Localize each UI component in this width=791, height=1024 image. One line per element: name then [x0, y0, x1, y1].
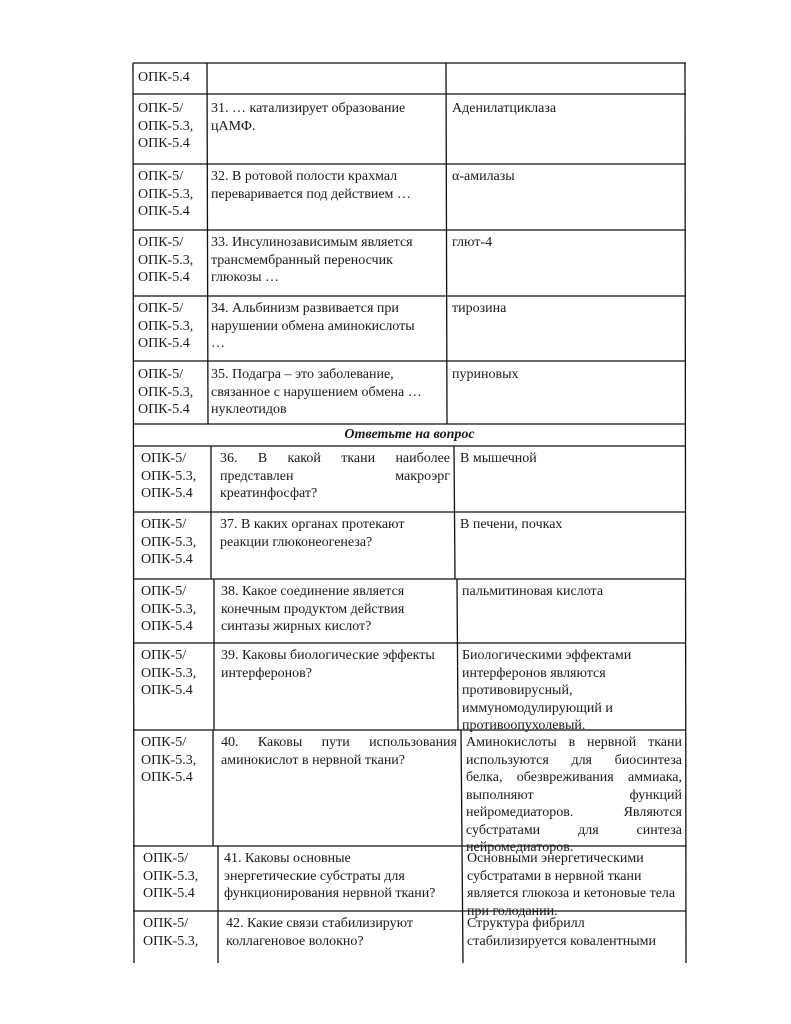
competency-code-cell-line: ОПК-5/ [141, 451, 187, 466]
question-cell-line: 37. В каких органах протекают [220, 517, 405, 532]
answer-cell-line: нейромедиаторов. Являются [466, 805, 682, 820]
competency-code-cell-line: ОПК-5/ [138, 169, 184, 184]
answer-cell-line: Аденилатциклаза [452, 101, 557, 116]
question-cell-line: коллагеновое волокно? [226, 933, 364, 949]
answer-cell-line: иммуномодулирующий и [462, 700, 613, 716]
answer-cell-line: В печени, почках [460, 517, 563, 532]
competency-code-cell-line: ОПК-5.3, [138, 252, 194, 268]
question-cell-line: представлен макроэрг [220, 468, 450, 484]
answer-cell-line: тирозина [452, 301, 507, 316]
answer-cell-line: нейромедиаторов. [466, 840, 574, 855]
bottom-col-divider-2c [461, 730, 462, 846]
competency-code-cell-line: ОПК-5.3, [141, 468, 197, 484]
table-border-left [133, 63, 134, 963]
question-cell-line: 42. Какие связи стабилизируют [226, 916, 414, 931]
competency-code-cell-line: ОПК-5/ [143, 851, 189, 866]
competency-code-cell-line: ОПК-5.3, [141, 601, 197, 617]
answer-cell-line: Структура фибрилл [467, 916, 585, 931]
competency-code-cell [141, 734, 209, 787]
question-cell-line: конечным продуктом действия [221, 601, 405, 617]
competency-code-cell-line: ОПК-5.3, [138, 318, 194, 334]
competency-code-cell [141, 450, 209, 503]
question-cell [226, 915, 458, 950]
answer-cell [452, 366, 684, 384]
competency-code-cell-line: ОПК-5.4 [138, 270, 190, 285]
answer-cell-line: Биологическими эффектами [462, 648, 632, 663]
answer-cell-line: пуриновых [452, 367, 519, 382]
question-cell-line: 33. Инсулинозависимым является [211, 235, 413, 250]
question-cell-line: глюкозы … [211, 270, 280, 285]
answer-cell-line: белка, обезвреживания аммиака, [466, 770, 682, 785]
question-cell [221, 647, 453, 682]
question-cell [220, 450, 450, 503]
question-cell [221, 583, 453, 636]
answer-cell-line: интерферонов являются [462, 665, 606, 681]
competency-code-cell-line: ОПК-5/ [138, 235, 184, 250]
question-cell-line: 36. В какой ткани наиболее [220, 451, 450, 466]
competency-code-cell-line: ОПК-5/ [141, 735, 187, 750]
bottom-col-divider-2d [462, 846, 463, 963]
question-cell-line: нуклеотидов [211, 402, 287, 417]
competency-code-cell-line: ОПК-5/ [138, 301, 184, 316]
answer-cell [452, 234, 684, 252]
competency-code-cell [138, 234, 204, 287]
competency-code-cell-line: ОПК-5.4 [141, 770, 193, 785]
answer-cell-line: при голодании. [467, 903, 558, 919]
answer-cell-line: пальмитиновая кислота [462, 584, 604, 599]
competency-code-cell-line: ОПК-5.4 [138, 402, 190, 417]
competency-code-cell-line: ОПК-5/ [141, 648, 187, 663]
table-border-right [685, 63, 686, 963]
answer-cell-line: является глюкоза и кетоновые тела [467, 886, 676, 901]
competency-code-cell-line: ОПК-5.4 [138, 336, 190, 351]
top-col-divider-2 [446, 63, 447, 424]
top-col-divider-1 [207, 63, 208, 424]
competency-code-cell [138, 168, 204, 221]
answer-cell [462, 647, 682, 735]
question-cell-line: 39. Каковы биологические эффекты [221, 648, 435, 663]
question-cell-line: переваривается под действием … [211, 186, 411, 202]
competency-code-cell-line: ОПК-5.4 [141, 619, 193, 634]
answer-cell-line: α-амилазы [452, 169, 515, 184]
competency-code-cell-line: ОПК-5.3, [138, 384, 194, 400]
answer-cell [462, 583, 682, 601]
question-cell-line: 41. Каковы основные [224, 851, 351, 866]
competency-code-cell-line: ОПК-5.4 [141, 486, 193, 501]
competency-code-cell [138, 366, 204, 419]
answer-cell-line: глют-4 [452, 235, 493, 250]
bottom-col-divider-2b [457, 579, 458, 730]
bottom-col-divider-2a [454, 446, 455, 579]
question-cell [211, 300, 443, 353]
question-cell-line: энергетические субстраты для [224, 868, 405, 884]
competency-code-cell [143, 850, 213, 903]
question-cell-line: 34. Альбинизм развивается при [211, 301, 399, 316]
answer-cell-line: противоопухолевый. [462, 718, 586, 733]
question-cell-line: трансмембранный переносчик [211, 252, 393, 268]
competency-code-cell-line: ОПК-5.4 [138, 204, 190, 219]
question-cell-line: 31. … катализирует образование [211, 101, 406, 116]
question-cell [211, 234, 443, 287]
answer-cell [466, 734, 682, 857]
competency-code-cell [143, 915, 213, 950]
competency-code-cell-line: ОПК-5.4 [143, 886, 195, 901]
question-cell-line: 32. В ротовой полости крахмал [211, 169, 398, 184]
answer-cell-line: используются для биосинтеза [466, 752, 682, 768]
competency-code-cell [141, 647, 209, 700]
competency-code-cell [138, 300, 204, 353]
competency-code-cell-line: ОПК-5.3, [143, 933, 199, 949]
section-title: Ответьте на вопрос [344, 427, 475, 442]
answer-cell [467, 850, 682, 920]
competency-code-cell-line: ОПК-5/ [141, 517, 187, 532]
question-cell [211, 366, 443, 419]
competency-code-cell-line: ОПК-5/ [143, 916, 189, 931]
question-cell [220, 516, 450, 551]
competency-code-cell-line: ОПК-5.4 [138, 136, 190, 151]
answer-cell-line: стабилизируется ковалентными [467, 933, 657, 949]
question-cell [224, 850, 458, 903]
competency-code-cell-line: ОПК-5.3, [143, 868, 199, 884]
answer-cell [452, 168, 684, 186]
question-cell-line: … [211, 336, 225, 351]
question-cell-line: реакции глюконеогенеза? [220, 534, 373, 550]
competency-code-cell [141, 583, 209, 636]
competency-code-cell-line: ОПК-5/ [138, 367, 184, 382]
question-cell-line: функционирования нервной ткани? [224, 886, 436, 901]
competency-code-cell-line: ОПК-5.3, [141, 665, 197, 681]
competency-code-cell-line: ОПК-5/ [138, 101, 184, 116]
question-cell [211, 100, 443, 135]
question-cell-line: цАМФ. [211, 118, 256, 134]
question-cell-line: креатинфосфат? [220, 486, 318, 501]
answer-cell-line: субстратами для синтеза [466, 822, 682, 838]
question-cell-line: 40. Каковы пути использования [221, 735, 457, 750]
competency-code-cell-line: ОПК-5/ [141, 584, 187, 599]
question-cell-line: 35. Подагра – это заболевание, [211, 367, 394, 382]
answer-cell [467, 915, 682, 950]
question-cell-line: связанное с нарушением обмена … [211, 384, 422, 400]
question-cell [211, 168, 443, 203]
answer-cell-line: противовирусный, [462, 683, 573, 698]
answer-cell-line: субстратами в нервной ткани [467, 868, 642, 884]
question-cell [221, 734, 457, 769]
competency-code-cell-line: ОПК-5.3, [138, 186, 194, 202]
answer-cell [452, 100, 684, 118]
answer-cell-line: В мышечной [460, 451, 537, 466]
competency-code-cell-line: ОПК-5.4 [141, 552, 193, 567]
competency-code-cell [141, 516, 209, 569]
competency-code-cell-line: ОПК-5.4 [141, 683, 193, 698]
answer-cell [460, 516, 682, 534]
competency-code-cell-line: ОПК-5.3, [138, 118, 194, 134]
question-cell-line: 38. Какое соединение является [221, 584, 405, 599]
answer-cell [452, 300, 684, 318]
answer-cell-line: Основными энергетическими [467, 851, 644, 866]
question-cell-line: интерферонов? [221, 665, 312, 681]
answer-cell-line: Аминокислоты в нервной ткани [466, 735, 682, 750]
competency-code-cell [138, 69, 204, 87]
competency-code-cell-line: ОПК-5.3, [141, 752, 197, 768]
answer-cell-line: выполняют функций [466, 787, 682, 803]
question-cell-line: синтазы жирных кислот? [221, 619, 372, 634]
question-cell-line: аминокислот в нервной ткани? [221, 752, 406, 768]
answer-cell [460, 450, 682, 468]
competency-code-cell [138, 100, 204, 153]
question-cell-line: нарушении обмена аминокислоты [211, 318, 415, 334]
competency-code-cell-line: ОПК-5.3, [141, 534, 197, 550]
competency-code-cell-line: ОПК-5.4 [138, 70, 190, 85]
